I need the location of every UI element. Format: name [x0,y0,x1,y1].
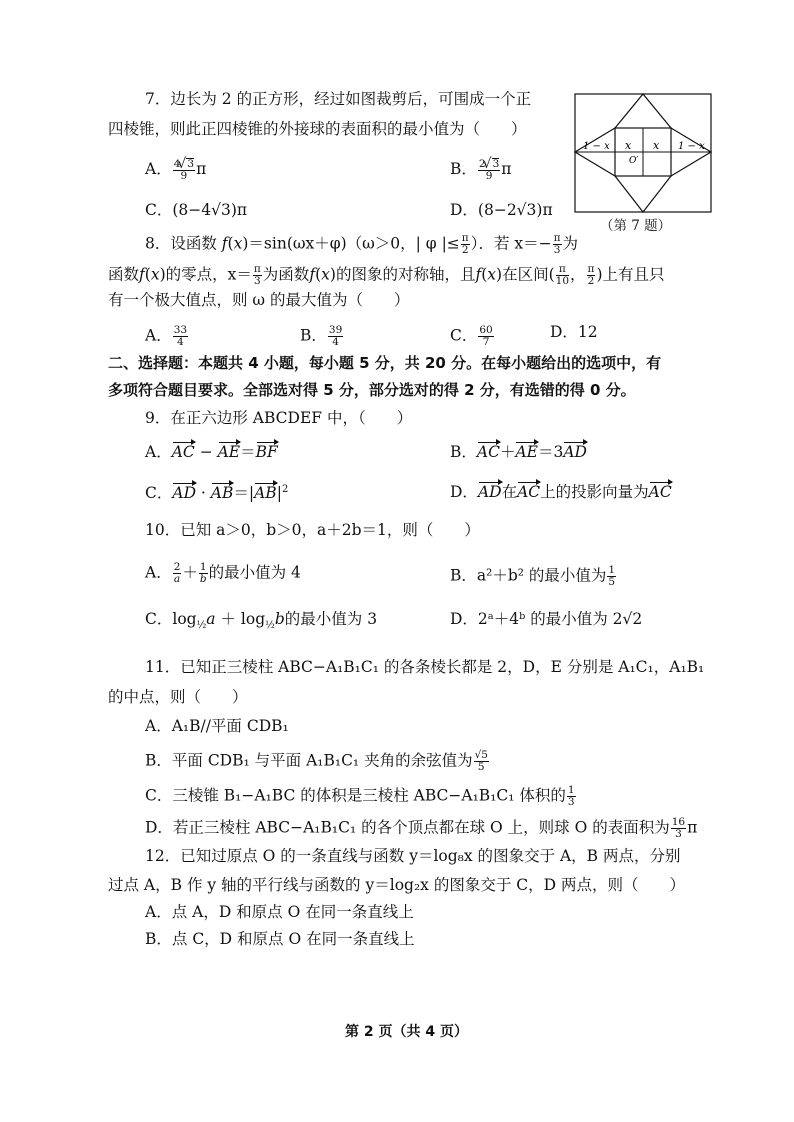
q9-stem: 9．在正六边形 ABCDEF 中，（ ） [145,409,413,427]
fig-label-left: 1 − x [583,141,610,152]
q7-stem-line1: 7．边长为 2 的正方形，经过如图裁剪后，可围成一个正 [145,90,532,108]
q10-option-d: D．2ᵃ＋4ᵇ 的最小值为 2√2 [450,610,643,628]
q9-option-d: D．AD在AC上的投影向量为AC [450,483,672,501]
q7-option-a: A． $\frac{4√ 3}{9}$ π [145,158,206,182]
q7-option-b: B． $\frac{2√ 3}{9}$ π [450,158,511,182]
q10-option-a: A． $\frac{2}{a}$ ＋ $\frac{1}{b}$ 的最小值为 4 [145,561,301,586]
q9-option-c: C．AD · $AB=|AB|^2$ [145,484,289,503]
q12-stem-line2: 过点 A，B 作 y 轴的平行线与函数的 y＝log₂x 的图象交于 C，D 两点，则（ ） [108,876,685,894]
q11-option-b: B．平面 CDB₁ 与平面 A₁B₁C₁ 夹角的余弦值为 $\frac{√5}{5}$ [145,749,488,774]
q9-option-a: A．AC − AE＝BF [145,443,278,461]
q8-option-a: A． $\frac{33}{4}$ [145,324,188,349]
q8-stem-line2: 函数f(x)的零点，x＝ $\frac{\pi}{3}$ 为函数f(x)的图象的对称轴，且f(x)在区间( $\frac{\pi}{10}$ ， $\frac{\pi}{2}$ )上有且只 [108,263,665,288]
q8-stem-line3: 有一个极大值点，则 ω 的最大值为（ ） [108,291,410,309]
q11-option-a: A．A₁B//平面 CDB₁ [145,717,289,735]
q7-stem-line2: 四棱锥，则此正四棱锥的外接球的表面积的最小值为（ ） [108,120,527,138]
fig-label-o: O′ [629,156,639,166]
q8-stem-line1: 8．设函数 f(x)＝sin(ωx＋φ)（ω＞0，| φ |≤ $\frac{\pi}{2}$ ）．若 x＝− $\frac{\pi}{3}$ 为 [145,232,579,257]
fig-label-x2: x [653,139,660,152]
pyramid-net-diagram [573,92,713,217]
section2-line2: 多项符合题目要求。全部选对得 5 分，部分选对的得 2 分，有选错的得 0 分。 [108,381,636,399]
fig-label-x1: x [625,139,632,152]
q10-stem: 10．已知 a＞0，b＞0，a＋2b＝1，则（ ） [145,521,480,539]
q7-option-d: D．(8−2√3)π [450,201,553,219]
q7-option-c: C．(8−4√3)π [145,201,248,219]
q8-option-c: C． $\frac{60}{7}$ [450,324,493,349]
q12-stem-line1: 12．已知过原点 O 的一条直线与函数 y＝log₈x 的图象交于 A，B 两点，分别 [145,847,681,865]
q12-option-a: A．点 A，D 和原点 O 在同一条直线上 [145,903,414,921]
page-footer: 第 2 页（共 4 页） [345,1024,468,1040]
section2-line1: 二、选择题：本题共 4 小题，每小题 5 分，共 20 分。在每小题给出的选项中，有 [108,354,662,372]
q8-option-b: B． $\frac{39}{4}$ [300,324,343,349]
q11-option-c: C．三棱锥 B₁−A₁BC 的体积是三棱柱 ABC−A₁B₁C₁ 体积的 $\frac{1}{3}$ [145,784,575,809]
q10-option-b: B．a²＋b² 的最小值为 $\frac{1}{5}$ [450,564,616,589]
q11-option-d: D．若正三棱柱 ABC−A₁B₁C₁ 的各个顶点都在球 O 上，则球 O 的表面积为 $\frac{16}{3}$ π [145,816,698,841]
q9-option-b: B．AC＋AE＝3AD [450,443,587,461]
q7-figure-caption: （第 7 题） [600,218,672,234]
q11-stem-line2: 的中点，则（ ） [108,688,248,706]
q8-option-d: D．12 [550,323,598,341]
q7-figure [573,92,713,217]
fig-label-right: 1 − x [678,141,705,152]
q11-stem-line1: 11．已知正三棱柱 ABC−A₁B₁C₁ 的各条棱长都是 2，D，E 分别是 A₁C₁，A₁B₁ [145,658,705,676]
q12-option-b: B．点 C，D 和原点 O 在同一条直线上 [145,930,415,948]
q10-option-c: C．$\log_{\frac{1}{2}}a + \log_{\frac{1}{2}}b$的最小值为 3 [145,610,378,632]
